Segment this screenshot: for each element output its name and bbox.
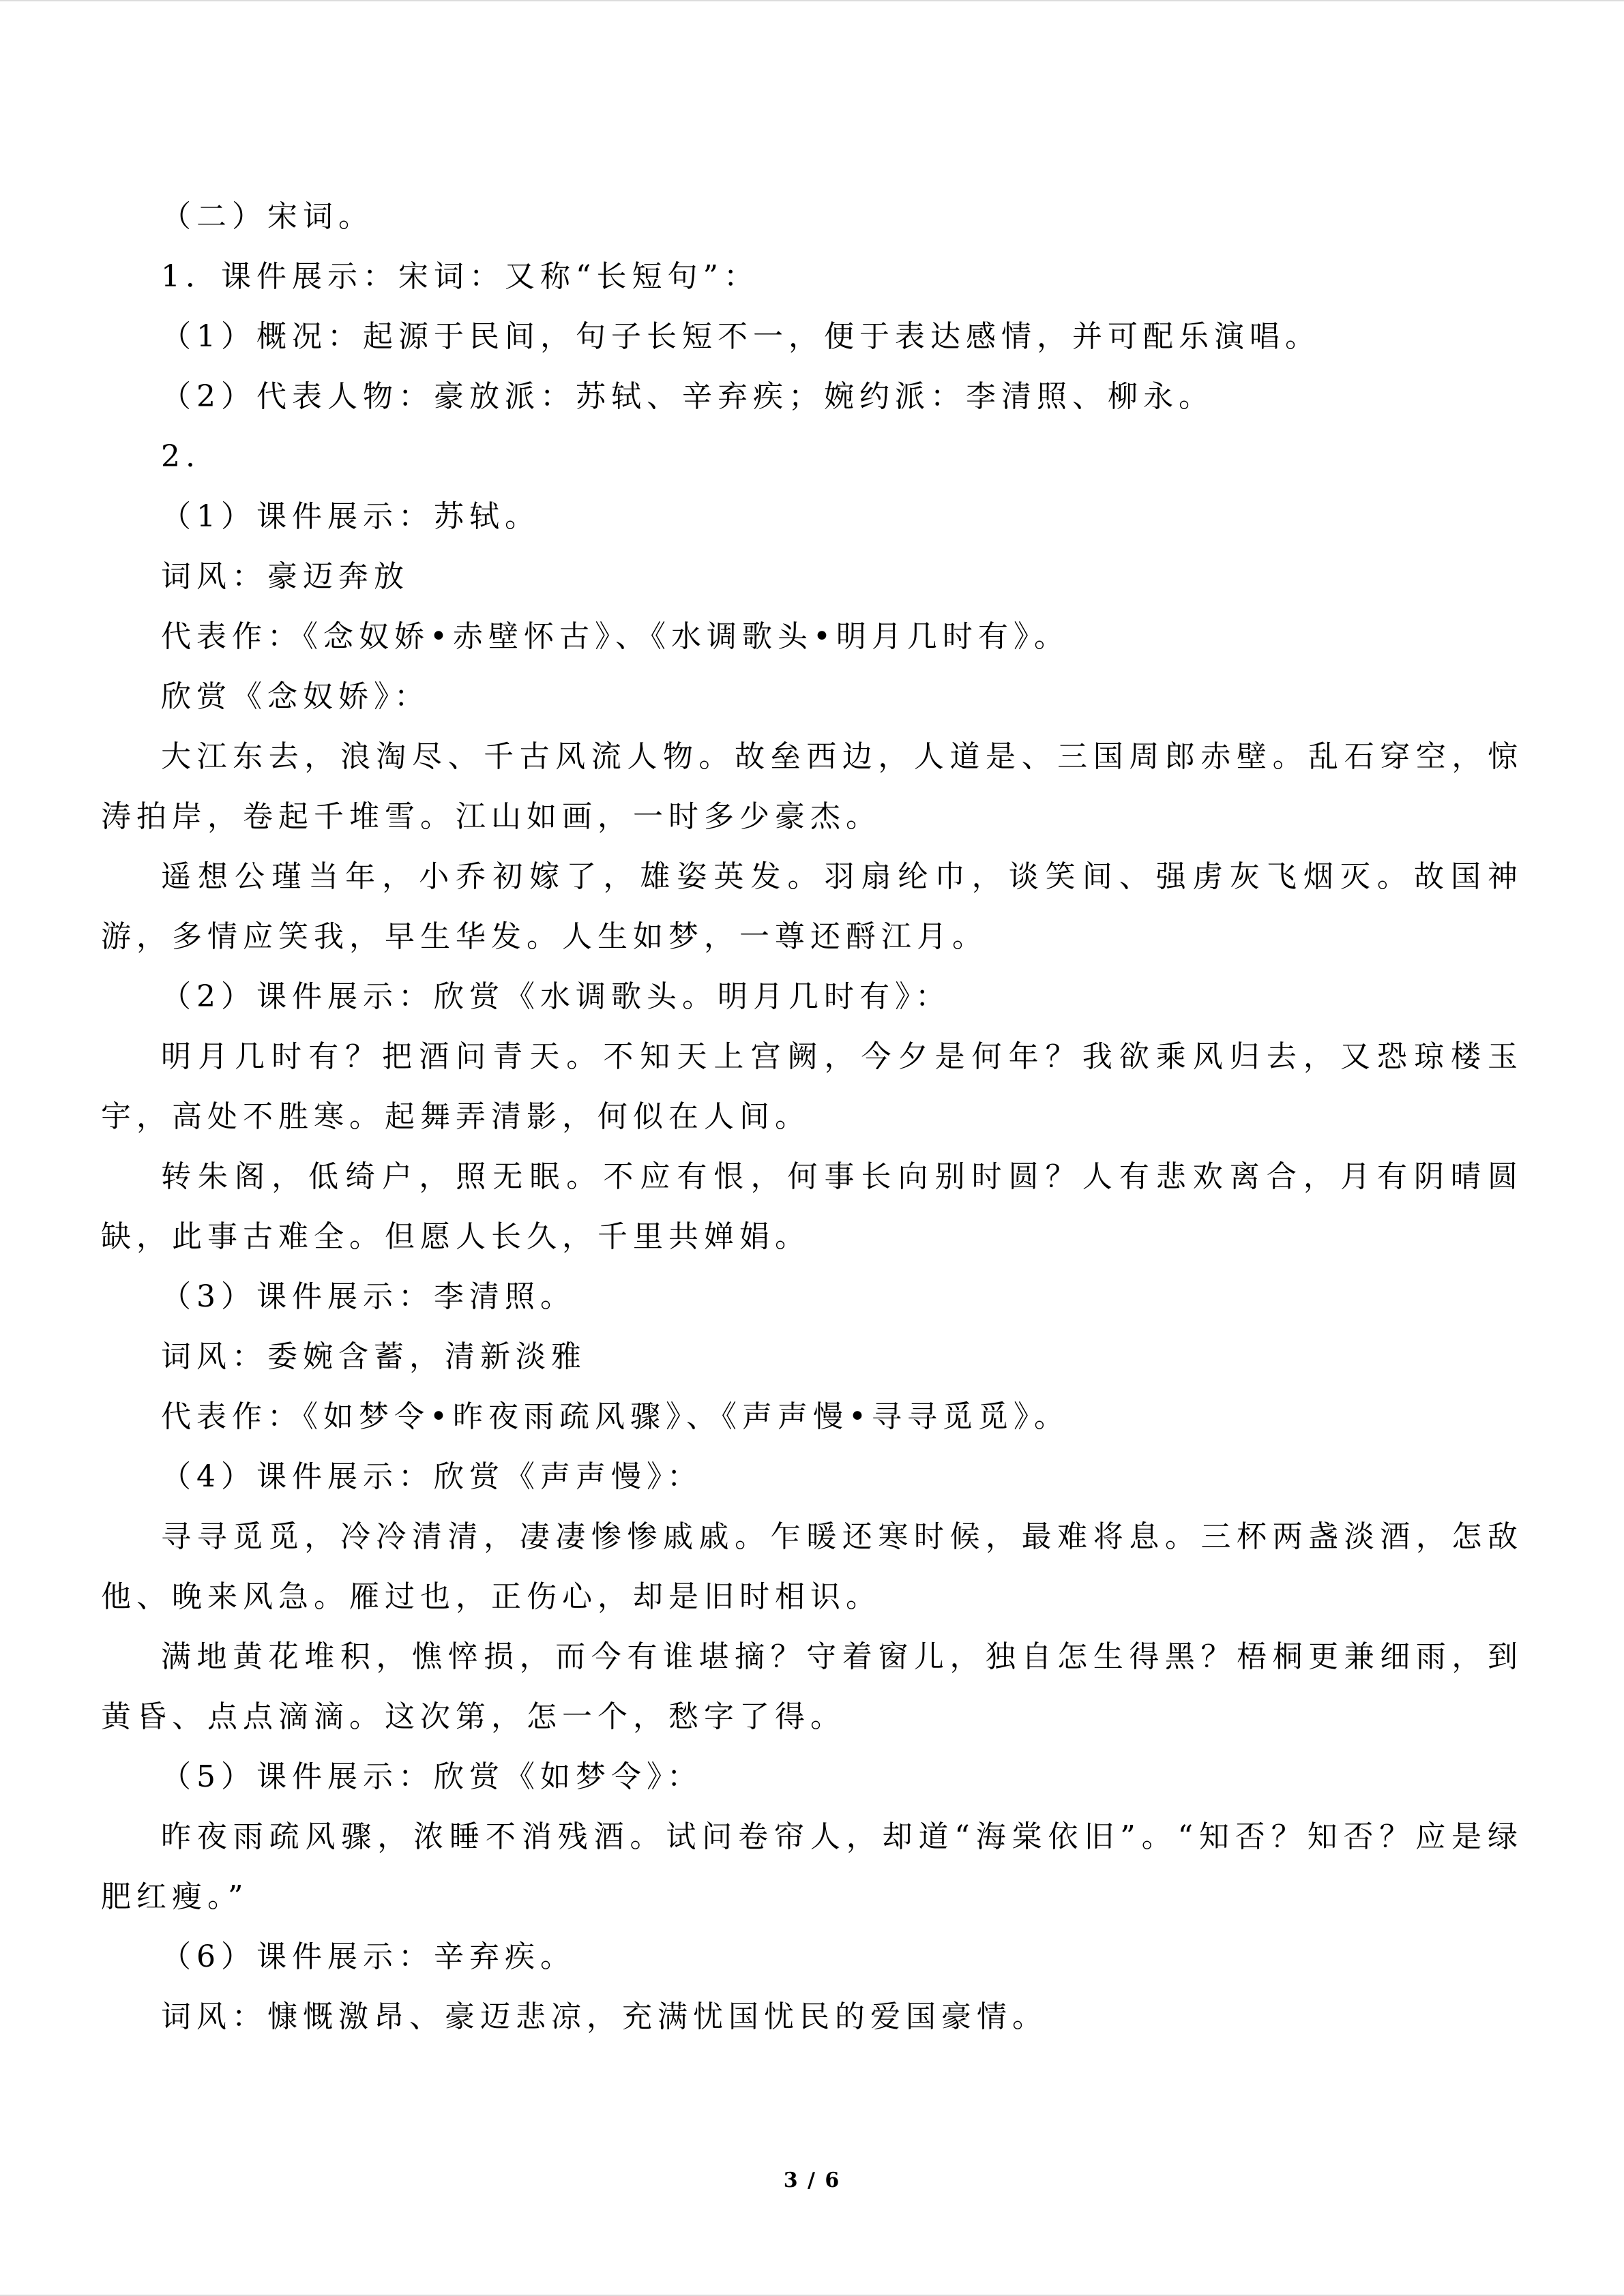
- paragraph-poem-shuidiaogetou-2: 转朱阁，低绮户，照无眠。不应有恨，何事长向别时圆？人有悲欢离合，月有阴晴圆缺，此事古难全。但愿人长久，千里共婵娟。: [101, 1159, 1523, 1254]
- paragraph-courseware-shuidiaogetou: （2）课件展示：欣赏《水调歌头。明月几时有》：: [161, 979, 951, 1014]
- paragraph-style-sushi: 词风：豪迈奔放: [161, 559, 409, 594]
- paragraph-appreciate-niannujiao: 欣赏《念奴娇》：: [161, 679, 430, 714]
- paragraph-item-1: 1．课件展示：宋词：又称“长短句”：: [161, 259, 759, 294]
- paragraph-representatives: （2）代表人物：豪放派：苏轼、辛弃疾；婉约派：李清照、柳永。: [161, 379, 1214, 414]
- paragraph-poem-shuidiaogetou-1: 明月几时有？把酒问青天。不知天上宫阙，今夕是何年？我欲乘风归去，又恐琼楼玉宇，高处不胜寒。起舞弄清影，何似在人间。: [101, 1039, 1523, 1134]
- paragraph-style-xinqiji: 词风：慷慨激昂、豪迈悲凉，充满忧国忧民的爱国豪情。: [161, 1999, 1048, 2034]
- paragraph-poem-niannujiao-1: 大江东去，浪淘尽、千古风流人物。故垒西边，人道是、三国周郎赤壁。乱石穿空，惊涛拍岸，卷起千堆雪。江山如画，一时多少豪杰。: [101, 739, 1523, 834]
- paragraph-courseware-sushi: （1）课件展示：苏轼。: [161, 499, 540, 534]
- paragraph-section-heading: （二）宋词。: [161, 199, 374, 234]
- paragraph-overview: （1）概况：起源于民间，句子长短不一，便于表达感情，并可配乐演唱。: [161, 319, 1320, 354]
- paragraph-poem-rumengling: 昨夜雨疏风骤，浓睡不消残酒。试问卷帘人，却道“海棠依旧”。“知否？知否？应是绿肥红瘦。”: [101, 1819, 1523, 1914]
- paragraph-courseware-xinqiji: （6）课件展示：辛弃疾。: [161, 1939, 576, 1974]
- paragraph-appreciate-shengshengman: （4）课件展示：欣赏《声声慢》：: [161, 1459, 703, 1494]
- paragraph-poem-shengshengman-2: 满地黄花堆积，憔悴损，而今有谁堪摘？守着窗儿，独自怎生得黑？梧桐更兼细雨，到黄昏、点点滴滴。这次第，怎一个，愁字了得。: [101, 1639, 1523, 1734]
- page-number: 3 / 6: [783, 2168, 841, 2192]
- paragraph-style-liqingzhao: 词风：委婉含蓄，清新淡雅: [161, 1339, 587, 1374]
- paragraph-courseware-liqingzhao: （3）课件展示：李清照。: [161, 1279, 576, 1314]
- paragraph-poem-niannujiao-2: 遥想公瑾当年，小乔初嫁了，雄姿英发。羽扇纶巾，谈笑间、强虏灰飞烟灭。故国神游，多情应笑我，早生华发。人生如梦，一尊还酹江月。: [101, 859, 1523, 954]
- paragraph-appreciate-rumengling: （5）课件展示：欣赏《如梦令》：: [161, 1759, 703, 1794]
- paragraph-item-2: 2.: [161, 439, 201, 474]
- paragraph-poem-shengshengman-1: 寻寻觅觅，冷冷清清，凄凄惨惨戚戚。乍暖还寒时候，最难将息。三杯两盏淡酒，怎敌他、晚来风急。雁过也，正伤心，却是旧时相识。: [101, 1519, 1523, 1614]
- paragraph-works-liqingzhao: 代表作：《如梦令•昨夜雨疏风骤》、《声声慢•寻寻觅觅》。: [161, 1399, 1069, 1434]
- document-body: [101, 187, 1523, 2047]
- paragraph-works-sushi: 代表作：《念奴娇•赤壁怀古》、《水调歌头•明月几时有》。: [161, 619, 1069, 654]
